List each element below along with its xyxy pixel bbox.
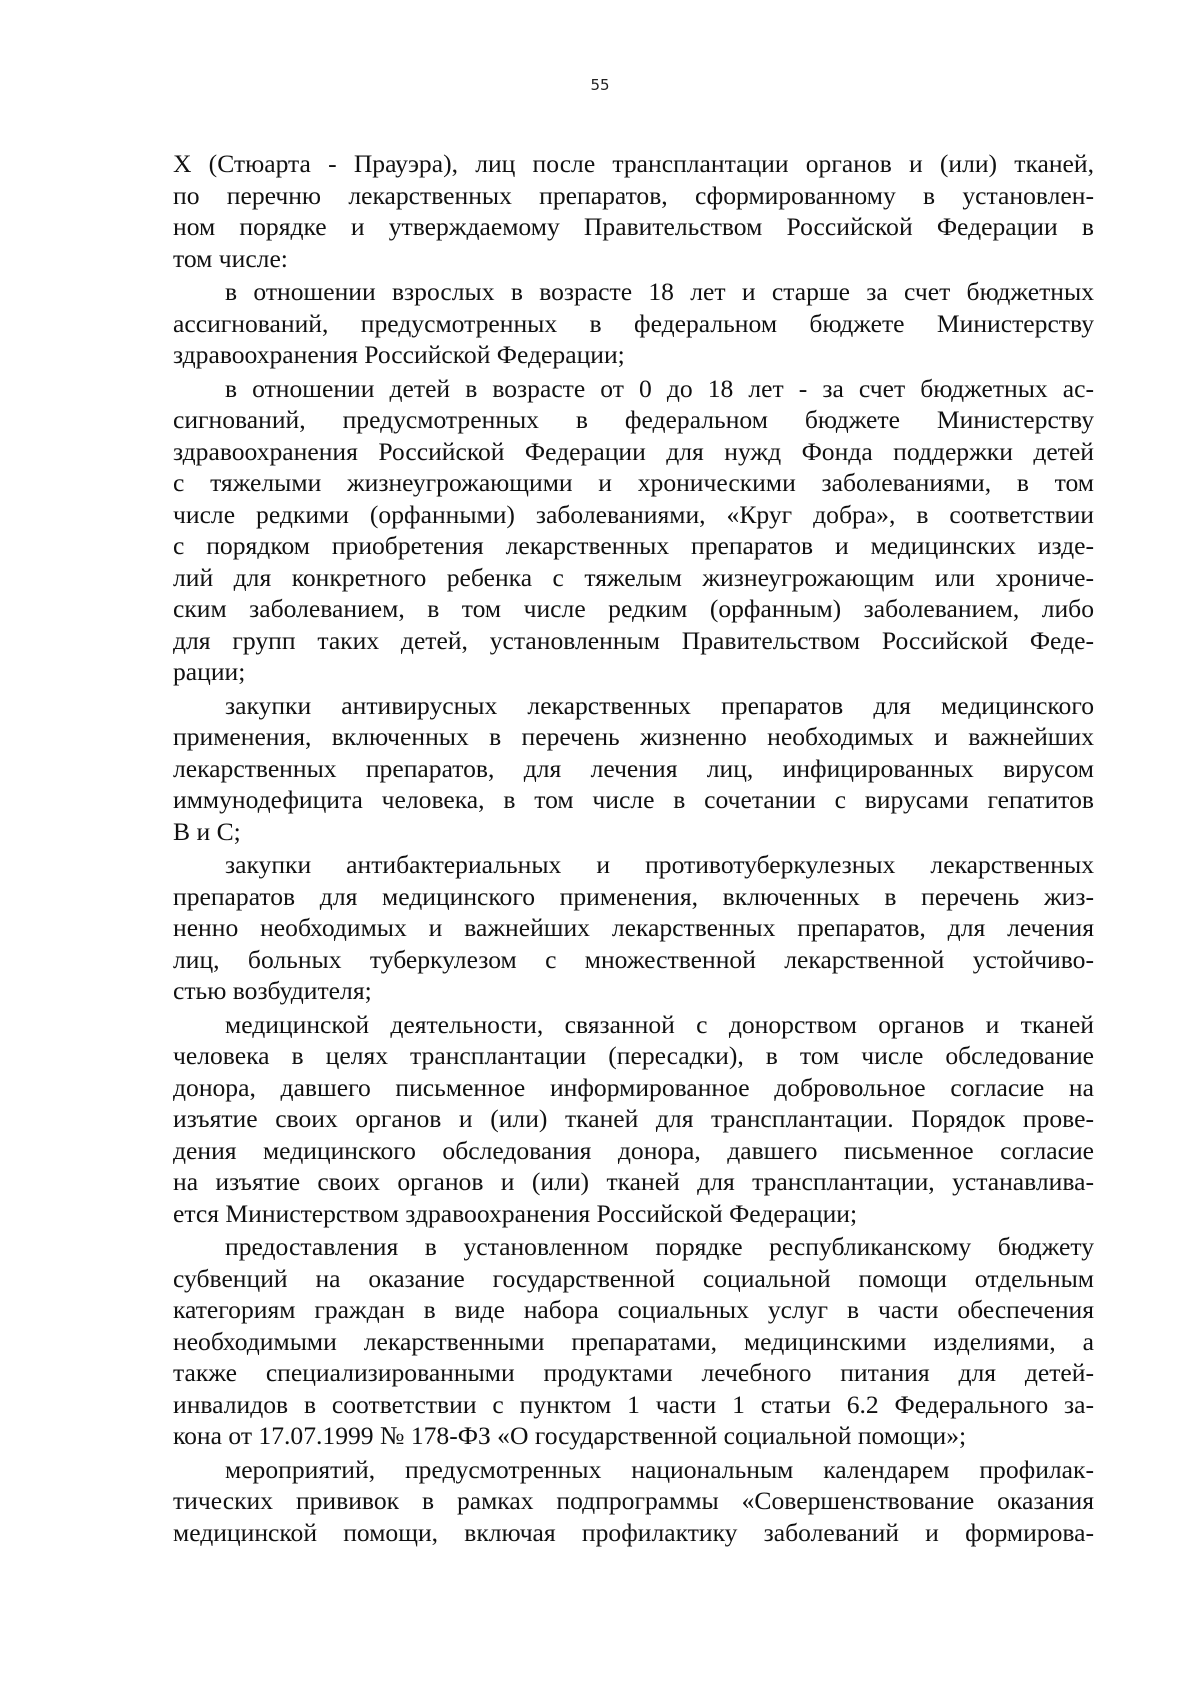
text-line: препаратов для медицинского применения, включенных в перечень жиз-	[173, 881, 1094, 911]
page-number: 55	[590, 76, 610, 94]
text-line: медицинской деятельности, связанной с донорством органов и тканей	[225, 1009, 1094, 1039]
text-line: ским заболеванием, в том числе редким (орфанным) заболеванием, либо	[173, 594, 1094, 623]
text-line: человека в целях трансплантации (пересадки), в том числе обследование	[173, 1041, 1094, 1070]
text-line: предоставления в установленном порядке республиканскому бюджету	[225, 1232, 1094, 1261]
paragraph	[173, 373, 1094, 688]
text-line: кона от 17.07.1999 № 178-ФЗ «О государственной социальной помощи»;	[173, 1421, 967, 1450]
text-line: для групп таких детей, установленным Правительством Российской Феде-	[173, 625, 1094, 655]
text-line: медицинской помощи, включая профилактику заболеваний и формирова-	[173, 1517, 1094, 1547]
text-line: с тяжелыми жизнеугрожающими и хроническими заболеваниями, в том	[173, 468, 1094, 497]
text-line: субвенций на оказание государственной социальной помощи отдельным	[173, 1263, 1094, 1293]
text-line: дения медицинского обследования донора, давшего письменное согласие	[173, 1135, 1094, 1165]
text-line: ном порядке и утверждаемому Правительством Российской Федерации в	[173, 212, 1094, 241]
text-line: том числе:	[173, 243, 288, 273]
text-line: необходимыми лекарственными препаратами, медицинскими изделиями, а	[173, 1326, 1094, 1356]
text-line: лий для конкретного ребенка с тяжелым жизнеугрожающим или хрониче-	[173, 562, 1094, 592]
text-line: мероприятий, предусмотренных национальным календарем профилак-	[225, 1454, 1094, 1484]
text-line: по перечню лекарственных препаратов, сформированному в установлен-	[173, 180, 1094, 210]
text-line: здравоохранения Российской Федерации;	[173, 340, 625, 369]
text-line: тических прививок в рамках подпрограммы «Совершенствование оказания	[173, 1486, 1094, 1515]
paragraph	[173, 1231, 1094, 1452]
text-line: иммунодефицита человека, в том числе в сочетании с вирусами гепатитов	[173, 785, 1094, 814]
text-line: лиц, больных туберкулезом с множественной лекарственной устойчиво-	[173, 944, 1094, 974]
text-line: также специализированными продуктами лечебного питания для детей-	[173, 1358, 1094, 1387]
text-line: с порядком приобретения лекарственных препаратов и медицинских изде-	[173, 531, 1094, 560]
text-line: донора, давшего письменное информированное добровольное согласие на	[173, 1072, 1094, 1102]
paragraph	[173, 690, 1094, 848]
text-line: ненно необходимых и важнейших лекарственных препаратов, для лечения	[173, 913, 1094, 942]
text-line: инвалидов в соответствии с пунктом 1 части 1 статьи 6.2 Федерального за-	[173, 1389, 1094, 1419]
paragraph	[173, 1009, 1094, 1230]
text-line: Х (Стюарта - Прауэра), лиц после трансплантации органов и (или) тканей,	[173, 149, 1094, 178]
paragraph	[173, 276, 1094, 371]
paragraph	[173, 148, 1094, 274]
text-line: стью возбудителя;	[173, 976, 372, 1005]
text-line: лекарственных препаратов, для лечения лиц, инфицированных вирусом	[173, 753, 1094, 783]
text-line: B и C;	[173, 816, 241, 846]
text-line: категориям граждан в виде набора социальных услуг в части обеспечения	[173, 1295, 1094, 1324]
text-line: закупки антибактериальных и противотуберкулезных лекарственных	[225, 850, 1094, 879]
text-line: ется Министерством здравоохранения Российской Федерации;	[173, 1198, 858, 1228]
text-line: сигнований, предусмотренных в федеральном бюджете Министерству	[173, 405, 1094, 434]
text-line: закупки антивирусных лекарственных препаратов для медицинского	[225, 690, 1094, 720]
text-line: рации;	[173, 657, 246, 686]
text-line: в отношении детей в возрасте от 0 до 18 лет - за счет бюджетных ас-	[225, 373, 1094, 403]
paragraph	[173, 849, 1094, 1007]
document-body	[173, 148, 1094, 1550]
text-line: числе редкими (орфанными) заболеваниями, «Круг добра», в соответствии	[173, 499, 1094, 529]
text-line: в отношении взрослых в возрасте 18 лет и старше за счет бюджетных	[225, 277, 1094, 306]
paragraph	[173, 1454, 1094, 1549]
text-line: ассигнований, предусмотренных в федеральном бюджете Министерству	[173, 308, 1094, 338]
text-line: здравоохранения Российской Федерации для нужд Фонда поддержки детей	[173, 436, 1094, 466]
text-line: на изъятие своих органов и (или) тканей для трансплантации, устанавлива-	[173, 1167, 1094, 1196]
text-line: изъятие своих органов и (или) тканей для трансплантации. Порядок прове-	[173, 1104, 1094, 1133]
text-line: применения, включенных в перечень жизненно необходимых и важнейших	[173, 722, 1094, 751]
